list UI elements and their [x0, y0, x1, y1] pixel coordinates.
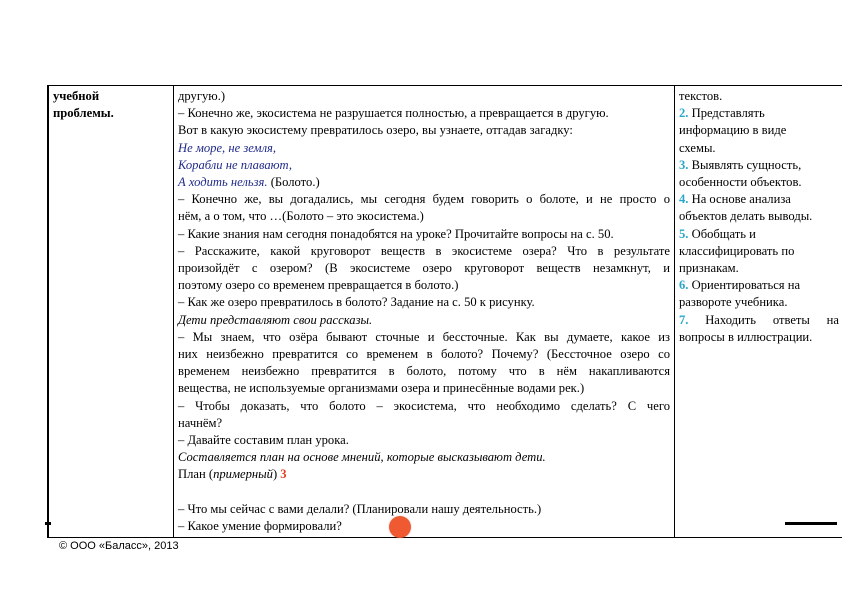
skill-number: 5.	[679, 226, 689, 241]
stage-heading-line1: учебной	[53, 89, 100, 103]
skill-line: информацию в виде	[679, 123, 787, 138]
stage-cell	[48, 86, 174, 538]
text-line: них неизбежно превратится со временем в болото? Почему? (Бессточное озеро со	[178, 347, 670, 362]
plan-italic: примерный	[213, 467, 273, 482]
riddle-line: Корабли не плавают,	[178, 157, 293, 172]
text-line: Вот в какую экосистему превратилось озеро, вы узнаете, отгадав загадку:	[178, 123, 573, 138]
skill-line: классифицировать по	[679, 243, 795, 258]
skill-item	[679, 312, 839, 329]
text-line: – Какие знания нам сегодня понадобятся на уроке? Прочитайте вопросы на с. 50.	[178, 226, 614, 241]
stage-heading-line2: проблемы.	[53, 106, 114, 121]
skill-text: на	[826, 312, 839, 327]
copyright-footer: © ООО «Баласс», 2013	[59, 540, 179, 552]
text-line: нём, а о том, что …(Болото – это экосистема.)	[178, 209, 424, 224]
activity-note: Дети представляют свои рассказы.	[178, 312, 373, 327]
text-line: – Как же озеро превратилось в болото? Задание на с. 50 к рисунку.	[178, 295, 535, 310]
slide-nav-dot[interactable]	[389, 516, 411, 538]
skill-text: Выявлять сущность,	[688, 157, 802, 172]
table-bottom-rule-left	[45, 522, 51, 525]
skill-text: Представлять	[688, 106, 765, 121]
plan-prefix: План (	[178, 467, 214, 482]
skill-text: Обобщать и	[688, 226, 756, 241]
plan-line	[178, 466, 670, 483]
lesson-table	[47, 85, 842, 538]
text-line: – Конечно же, экосистема не разрушается полностью, а превращается в другую.	[178, 106, 609, 121]
text-line: – Какое умение формировали?	[178, 519, 342, 534]
skill-line: объектов делать выводы.	[679, 209, 813, 224]
skill-text: Ориентироваться на	[688, 278, 801, 293]
table-bottom-rule-right	[785, 522, 837, 525]
skill-text: Находить	[688, 312, 757, 327]
text-line: – Что мы сейчас с вами делали? (Планировали нашу деятельность.)	[178, 501, 542, 516]
skills-cell	[675, 86, 842, 538]
text-line: другую.)	[178, 89, 226, 103]
skill-line: схемы.	[679, 140, 716, 155]
skill-item	[679, 191, 839, 208]
skill-line: текстов.	[679, 89, 723, 103]
text-line: временем неизбежно превратится в болото, потому что в нём накапливаются	[178, 364, 670, 379]
skill-text: На основе анализа	[688, 192, 791, 207]
text-line: – Расскажите, какой круговорот веществ в экосистеме озера? Что в результате	[178, 243, 670, 258]
skill-line: признакам.	[679, 261, 739, 276]
riddle-line	[178, 174, 670, 191]
blank-line	[178, 484, 670, 501]
plan-suffix: )	[272, 467, 281, 482]
skill-line: вопросы в иллюстрации.	[679, 329, 813, 344]
riddle-line: Не море, не земля,	[178, 140, 277, 155]
skill-item	[679, 105, 839, 122]
text-line: вещества, не используемые организмами озера и принесённые водами рек.)	[178, 381, 585, 396]
skill-number: 7.	[679, 312, 689, 327]
skill-number: 3.	[679, 157, 689, 172]
plan-number: 3	[280, 467, 287, 482]
skill-line: развороте учебника.	[679, 295, 788, 310]
skill-number: 6.	[679, 278, 689, 293]
text-line: произойдёт с озером? (В экосистеме озеро круговорот веществ незамкнут, и	[178, 261, 670, 276]
skill-item	[679, 226, 839, 243]
skill-number: 4.	[679, 192, 689, 207]
table-row	[48, 86, 842, 538]
skill-number: 2.	[679, 106, 689, 121]
skill-text: ответы	[772, 312, 810, 327]
riddle-answer: (Болото.)	[267, 175, 320, 190]
text-line: – Конечно же, вы догадались, мы сегодня будем говорить о болоте, и не просто о	[178, 192, 670, 207]
skill-item	[679, 277, 839, 294]
text-line: поэтому озеро со временем превращается в болото.)	[178, 278, 459, 293]
text-line: начнём?	[178, 415, 223, 430]
text-line: – Чтобы доказать, что болото – экосистема, что необходимо сделать? С чего	[178, 398, 670, 413]
riddle-text: А ходить нельзя.	[178, 175, 268, 190]
skill-item	[679, 157, 839, 174]
activity-note: Составляется план на основе мнений, которые высказывают дети.	[178, 450, 546, 465]
skill-line: особенности объектов.	[679, 175, 802, 190]
text-line: – Мы знаем, что озёра бывают сточные и бессточные. Как вы думаете, какое из	[178, 329, 670, 344]
text-line: – Давайте составим план урока.	[178, 433, 349, 448]
teacher-activity-cell	[174, 86, 675, 538]
